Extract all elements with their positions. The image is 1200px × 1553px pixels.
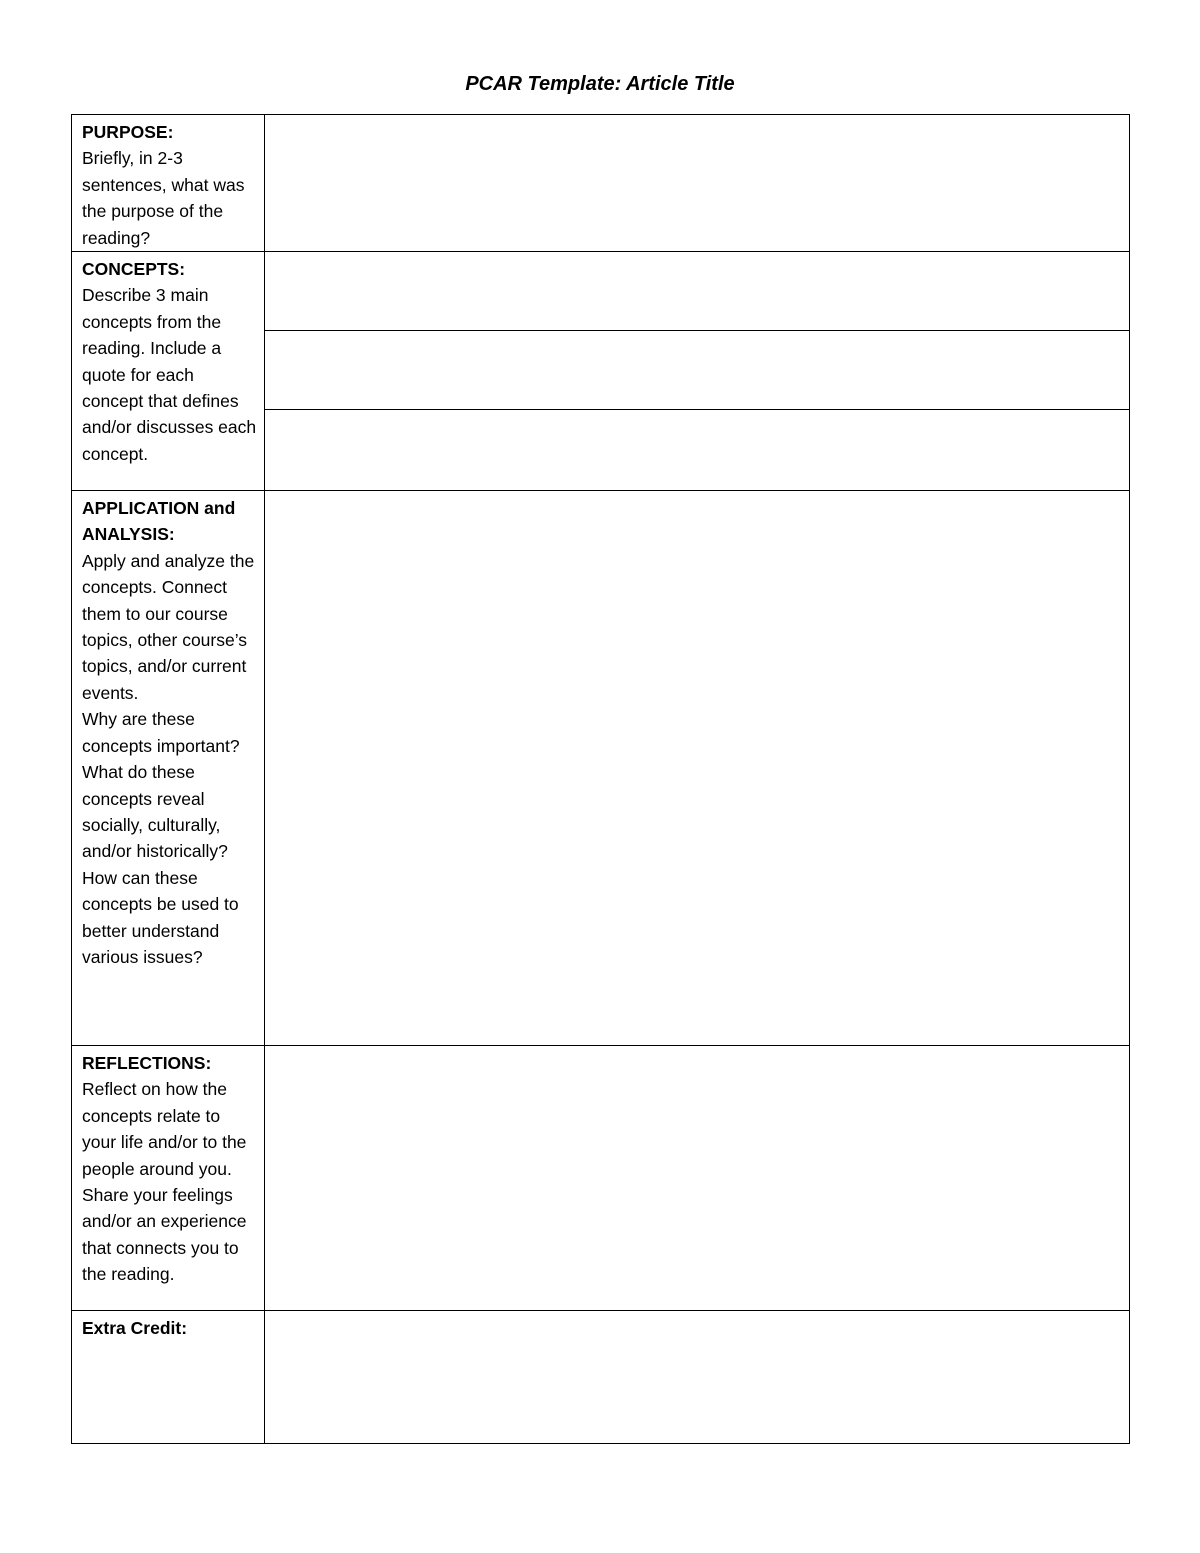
- application-row: [72, 491, 1130, 1046]
- application-heading: APPLICATION and ANALYSIS:: [82, 498, 236, 545]
- concepts-description: Describe 3 main concepts from the reading. Include a quote for each concept that defines and/or discusses each concept.: [82, 285, 257, 464]
- concepts-row: [72, 252, 1130, 331]
- reflections-row: [72, 1046, 1130, 1311]
- pcar-table: [71, 114, 1130, 1444]
- purpose-prompt: [72, 115, 265, 252]
- purpose-answer-cell[interactable]: [265, 115, 1130, 252]
- reflections-answer-cell[interactable]: [265, 1046, 1130, 1311]
- concept-2-answer-cell[interactable]: [265, 331, 1130, 410]
- extra-credit-answer-cell[interactable]: [265, 1311, 1130, 1444]
- concepts-prompt: [72, 252, 265, 491]
- application-description: Apply and analyze the concepts. Connect them to our course topics, other course’s topics, and/or current events.: [82, 550, 255, 703]
- reflections-description: Reflect on how the concepts relate to your life and/or to the people around you. Share your feelings and/or an experience that connects you to the reading.: [82, 1079, 247, 1285]
- purpose-heading: PURPOSE:: [82, 122, 174, 142]
- concept-3-answer-cell[interactable]: [265, 410, 1130, 491]
- concepts-heading: CONCEPTS:: [82, 259, 186, 280]
- purpose-row: [72, 115, 1130, 252]
- purpose-description: Briefly, in 2-3 sentences, what was the purpose of the reading?: [82, 148, 245, 248]
- extra-credit-heading: Extra Credit:: [82, 1318, 188, 1339]
- application-question-2: What do these concepts reveal socially, culturally, and/or historically?: [82, 762, 228, 862]
- extra-credit-row: [72, 1311, 1130, 1444]
- reflections-prompt: [72, 1046, 265, 1311]
- application-question-1: Why are these concepts important?: [82, 709, 240, 756]
- concept-1-answer-cell[interactable]: [265, 252, 1130, 331]
- extra-credit-prompt: [72, 1311, 265, 1444]
- application-question-3: How can these concepts be used to better understand various issues?: [82, 867, 239, 967]
- application-prompt: [72, 491, 265, 1046]
- reflections-heading: REFLECTIONS:: [82, 1053, 212, 1074]
- document-title: PCAR Template: Article Title: [465, 73, 735, 95]
- application-answer-cell[interactable]: [265, 491, 1130, 1046]
